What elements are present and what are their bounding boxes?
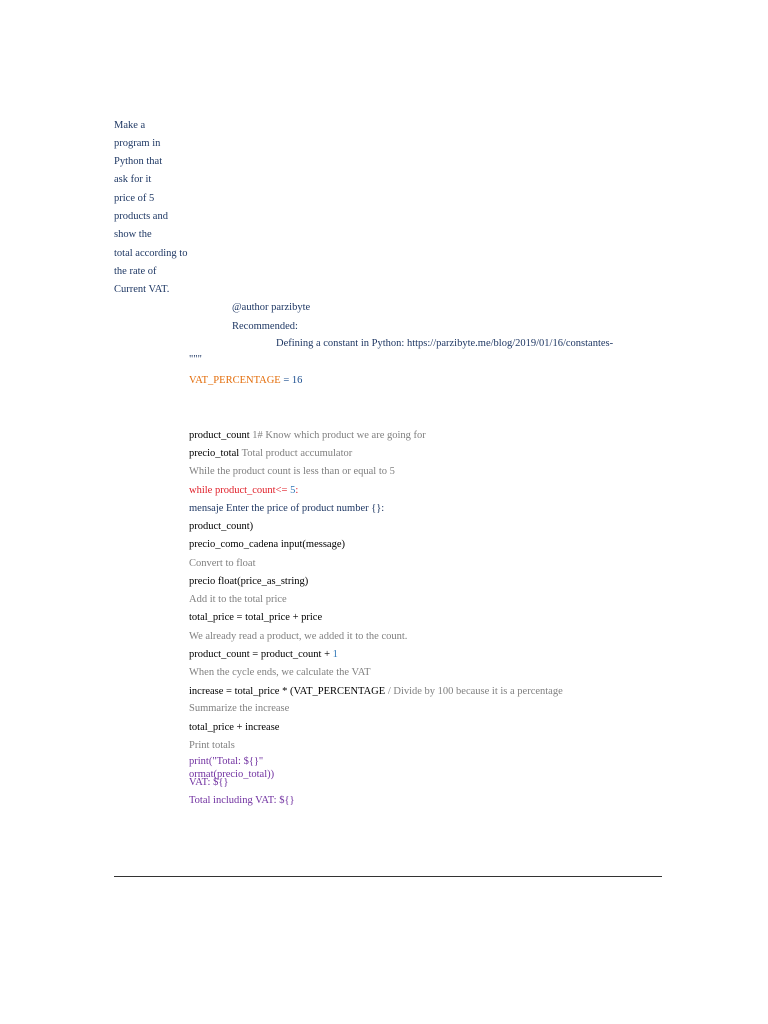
cycle-comment: When the cycle ends, we calculate the VAT	[189, 667, 371, 678]
recommended-label: Recommended:	[232, 321, 298, 332]
count-init-line	[189, 429, 426, 442]
vat-constant-line	[189, 374, 302, 387]
count-init-comment: 1# Know which product we are going for	[252, 430, 426, 441]
increment-number: 1	[332, 649, 338, 660]
total-init-comment: Total product accumulator	[241, 448, 353, 459]
intro-line-1: Make a	[114, 120, 146, 131]
intro-line-6: products and	[114, 211, 168, 222]
vat-constant-value: 16	[291, 375, 303, 386]
total-init-code: precio_total	[189, 448, 242, 459]
intro-line-3: Python that	[114, 156, 163, 167]
float-line: precio float(price_as_string)	[189, 576, 309, 587]
format-total-line: ormat(precio_total))	[189, 769, 275, 780]
summarize-comment: Summarize the increase	[189, 703, 290, 714]
footer-rule	[114, 876, 662, 877]
total-init-line	[189, 447, 352, 460]
intro-line-7: show the	[114, 229, 152, 240]
intro-line-10: Current VAT.	[114, 284, 170, 295]
while-code: while product_count<=	[189, 485, 291, 496]
total-plus-line: total_price + increase	[189, 722, 280, 733]
increase-comment: / Divide by 100 because it is a percentage	[387, 686, 563, 697]
count-close-line: product_count)	[189, 521, 254, 532]
increase-code: increase = total_price * (VAT_PERCENTAGE	[189, 686, 388, 697]
read-comment: We already read a product, we added it to the count.	[189, 631, 408, 642]
increment-line	[189, 648, 338, 661]
print-comment: Print totals	[189, 740, 235, 751]
intro-line-8: total according to	[114, 248, 188, 259]
recommended-link-text: Defining a constant in Python: https://parzibyte.me/blog/2019/01/16/constantes-	[276, 338, 614, 349]
print-total-line: print("Total: ${}"	[189, 756, 264, 767]
input-line: precio_como_cadena input(message)	[189, 539, 345, 550]
intro-line-5: price of 5	[114, 193, 155, 204]
intro-line-2: program in	[114, 138, 161, 149]
while-number: 5	[290, 485, 296, 496]
total-vat-print-line: Total including VAT: ${}	[189, 795, 295, 806]
while-statement	[189, 484, 298, 497]
docstring-close: """	[189, 354, 202, 365]
vat-constant-op: =	[280, 375, 292, 386]
while-comment: While the product count is less than or equal to 5	[189, 466, 395, 477]
sum-line: total_price = total_price + price	[189, 612, 323, 623]
message-line: mensaje Enter the price of product number {}:	[189, 503, 385, 514]
vat-constant-name: VAT_PERCENTAGE	[189, 375, 281, 386]
intro-line-4: ask for it	[114, 174, 152, 185]
intro-line-9: the rate of	[114, 266, 157, 277]
increase-line	[189, 685, 563, 698]
author-line: @author parzibyte	[232, 302, 311, 313]
vat-print-line: VAT: ${}	[189, 777, 229, 788]
convert-comment: Convert to float	[189, 558, 256, 569]
count-init-code: product_count	[189, 430, 253, 441]
add-comment: Add it to the total price	[189, 594, 287, 605]
increment-code: product_count = product_count +	[189, 649, 333, 660]
while-colon: :	[295, 485, 299, 496]
